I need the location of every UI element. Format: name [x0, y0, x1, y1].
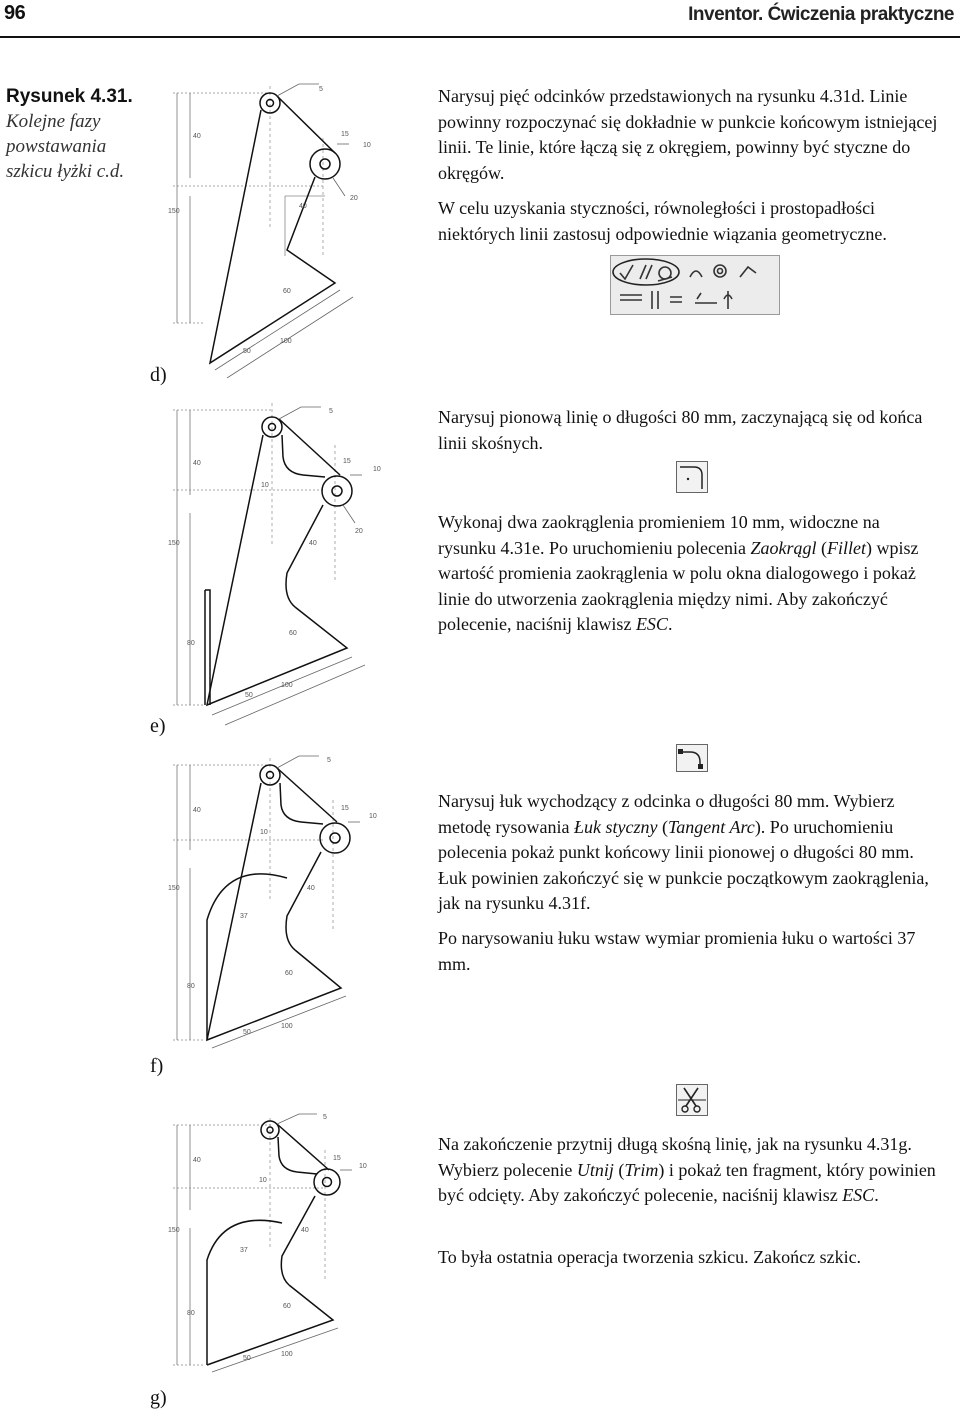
- dim-label: 40: [309, 540, 317, 547]
- dim-label: 20: [350, 195, 358, 202]
- trim-icon[interactable]: [676, 1084, 708, 1121]
- dim-label: 5: [329, 408, 333, 415]
- dim-label: 37: [240, 1247, 248, 1254]
- dim-label: 10: [363, 142, 371, 149]
- dim-label: 80: [187, 1310, 195, 1317]
- dim-label: 100: [281, 1023, 293, 1030]
- sketch-figure-e: [165, 395, 395, 730]
- dim-label: 150: [168, 885, 180, 892]
- dim-label: 150: [168, 1227, 180, 1234]
- dim-label: 40: [307, 885, 315, 892]
- dim-label: 5: [319, 86, 323, 93]
- dim-label: 60: [285, 970, 293, 977]
- book-title: Inventor. Ćwiczenia praktyczne: [688, 4, 954, 25]
- figure-label-e: e): [150, 715, 166, 737]
- dim-label: 100: [280, 338, 292, 345]
- paragraph-6: Po narysowaniu łuku wstaw wymiar promienia łuku o wartości 37 mm.: [438, 928, 916, 974]
- caption-label: Rysunek 4.31.: [6, 86, 133, 107]
- dim-label: 50: [243, 348, 251, 355]
- dim-label: 150: [168, 540, 180, 547]
- dim-label: 40: [193, 460, 201, 467]
- dim-label: 60: [289, 630, 297, 637]
- dim-label: 15: [341, 805, 349, 812]
- figure-caption: [6, 84, 156, 184]
- dim-label: 10: [359, 1163, 367, 1170]
- paragraph-2: W celu uzyskania styczności, równoległości i prostopadłości niektórych linii zastosuj odpowiednie wiązania geometryczne.: [438, 198, 887, 244]
- dim-label: 40: [301, 1227, 309, 1234]
- sketch-figure-d: [165, 78, 395, 378]
- dim-label: 50: [243, 1355, 251, 1362]
- dim-label: 100: [281, 1351, 293, 1358]
- sketch-figure-f: [165, 750, 395, 1055]
- dim-label: 20: [355, 528, 363, 535]
- dim-label: 80: [187, 640, 195, 647]
- dim-label: 15: [341, 131, 349, 138]
- paragraph-4: Wykonaj dwa zaokrąglenia promieniem 10 mm, widoczne na rysunku 4.31e. Po uruchomieniu polecenia Zaokrągl (Fillet) wpisz wartość promienia zaokrąglenia w polu okna dialogowego i pokaż linie do utworzenia zaokrąglenia między nimi. Aby zakończyć polecenie, naciśnij klawisz ESC.: [438, 512, 919, 634]
- dim-label: 40: [299, 203, 307, 210]
- constraint-toolbar[interactable]: [610, 255, 780, 320]
- dim-label: 10: [260, 829, 268, 836]
- dim-label: 40: [193, 1157, 201, 1164]
- figure-label-g: g): [150, 1387, 167, 1409]
- dim-label: 80: [187, 983, 195, 990]
- dim-label: 60: [283, 288, 291, 295]
- dim-label: 40: [193, 807, 201, 814]
- dim-label: 100: [281, 682, 293, 689]
- paragraph-3: Narysuj pionową linię o długości 80 mm, zaczynającą się od końca linii skośnych.: [438, 407, 923, 453]
- sketch-figure-g: [165, 1110, 395, 1375]
- dim-label: 60: [283, 1303, 291, 1310]
- dim-label: 10: [369, 813, 377, 820]
- paragraph-7: Na zakończenie przytnij długą skośną linię, jak na rysunku 4.31g. Wybierz polecenie Utnij (Trim) i pokaż ten fragment, który powinien być odcięty. Aby zakończyć polecenie, naciśnij klawisz ESC.: [438, 1134, 936, 1205]
- fillet-icon[interactable]: [676, 461, 708, 498]
- page-number: 96: [4, 2, 26, 24]
- figure-label-d: d): [150, 364, 167, 386]
- dim-label: 150: [168, 208, 180, 215]
- paragraph-8: To była ostatnia operacja tworzenia szkicu. Zakończ szkic.: [438, 1247, 862, 1267]
- dim-label: 10: [259, 1177, 267, 1184]
- header-rule: [0, 36, 960, 38]
- tangent-arc-icon[interactable]: [676, 744, 708, 777]
- dim-label: 10: [261, 482, 269, 489]
- paragraph-5: Narysuj łuk wychodzący z odcinka o długości 80 mm. Wybierz metodę rysowania Łuk styczny (Tangent Arc). Po uruchomieniu polecenia pokaż punkt końcowy linii pionowej o długości 80 mm. Łuk powinien zakończyć się w punkcie początkowym zaokrąglenia, jak na rysunku 4.31f.: [438, 791, 929, 913]
- dim-label: 50: [245, 692, 253, 699]
- figure-label-f: f): [150, 1055, 164, 1077]
- dim-label: 15: [333, 1155, 341, 1162]
- caption-text: Kolejne fazy powstawania szkicu łyżki c.d.: [6, 111, 125, 182]
- dim-label: 5: [327, 757, 331, 764]
- dim-label: 50: [243, 1029, 251, 1036]
- dim-label: 5: [323, 1114, 327, 1121]
- dim-label: 37: [240, 913, 248, 920]
- dim-label: 15: [343, 458, 351, 465]
- dim-label: 40: [193, 133, 201, 140]
- dim-label: 10: [373, 466, 381, 473]
- paragraph-1: Narysuj pięć odcinków przedstawionych na rysunku 4.31d. Linie powinny rozpoczynać się dokładnie w punkcie końcowym istniejącej linii. Te linie, które łączą się z okręgiem, powinny być styczne do okręgów.: [438, 86, 938, 183]
